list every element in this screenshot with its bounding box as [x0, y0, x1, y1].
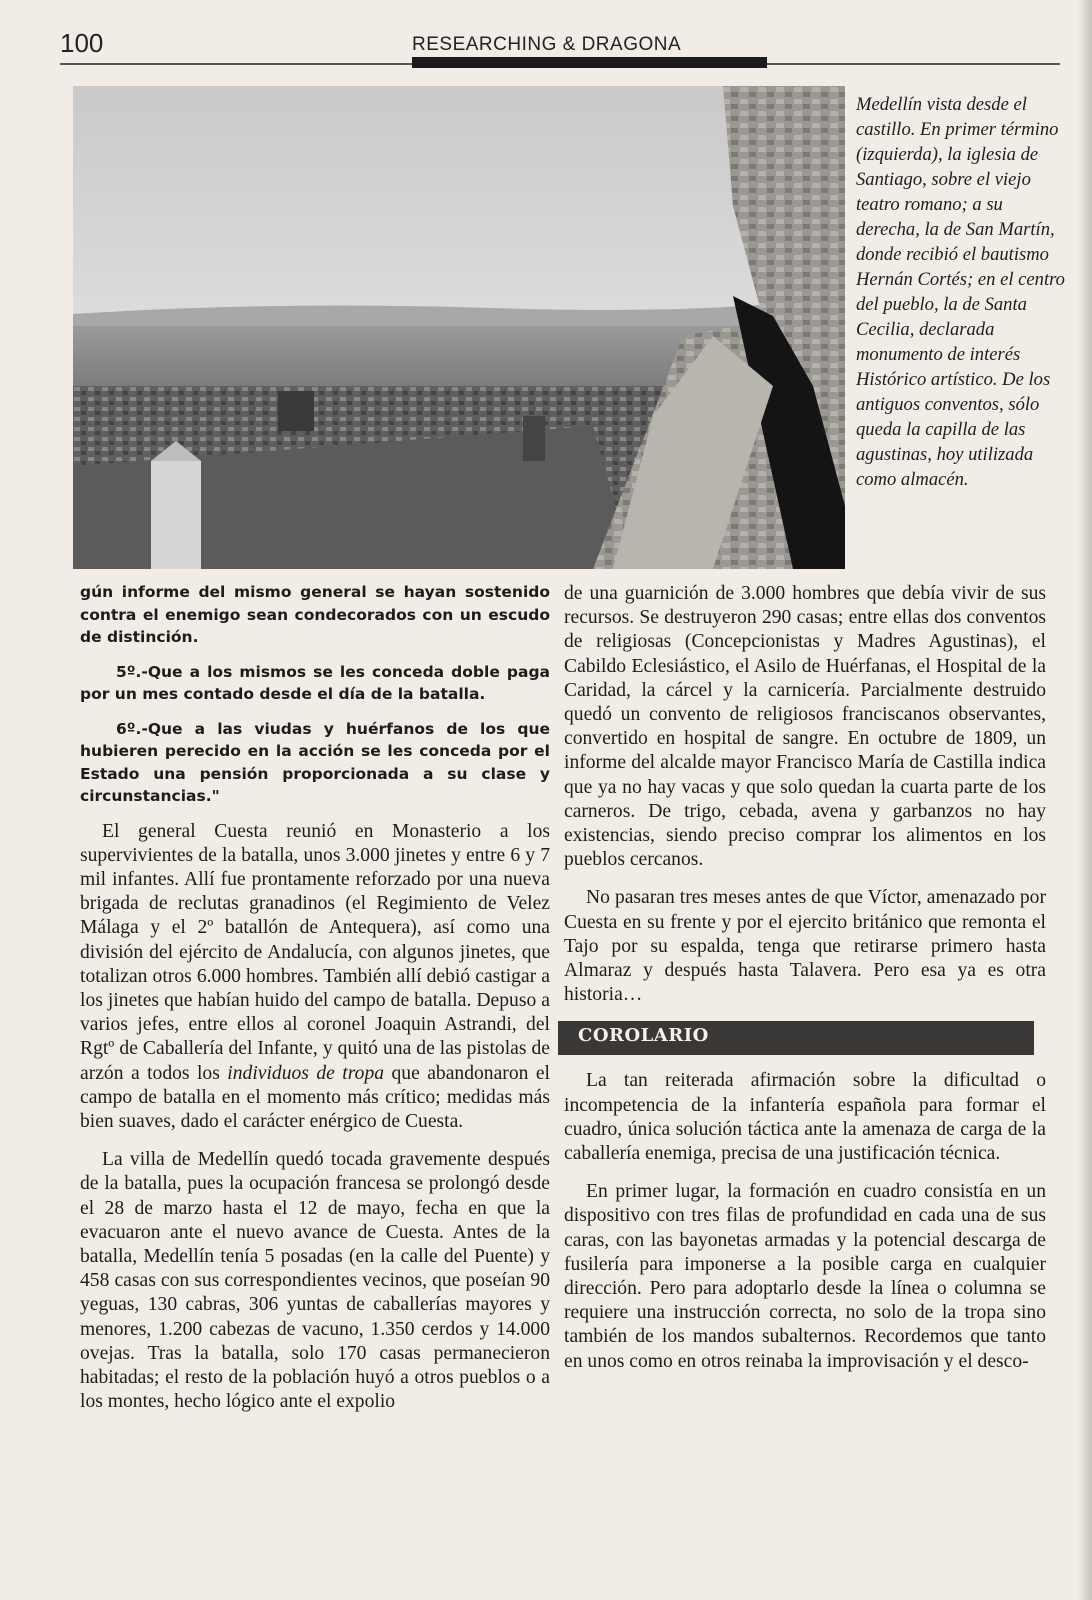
decree-item-5: 5º.-Que a los mismos se les conceda doble paga por un mes contado desde el día de la batalla. — [80, 662, 550, 703]
landscape-photo — [73, 86, 845, 569]
emphasis-text: individuos de tropa — [227, 1062, 385, 1084]
photo-caption — [856, 92, 1070, 492]
decree-item-6: 6º.-Que a las viudas y huérfanos de los que hubieren perecido en la acción se les conceda por el Estado una pensión proporcionada a su clase y circunstancias." — [80, 719, 550, 805]
paragraph-text: El general Cuesta reunió en Monasterio a los supervivientes de la batalla, unos 3.000 jinetes y entre 6 y 7 mil infantes. Allí fue prontamente reforzado por una nueva brigada de reclutas granadinos (el Regimiento de Velez Málaga y el 2º batallón de Antequera), así como una división del ejército de Andalucía, con algunos jinetes, que totalizan otros 6.000 hombres. También allí debió castigar a los jinetes que habían huido del campo de batalla. Depuso a varios jefes, entre ellos al coronel Joaquin Astrandi, del Rgtº de Caballería del Infante, y quitó una de las pistolas de arzón a todos los — [80, 820, 550, 1084]
paragraph-corolario-intro: La tan reiterada afirmación sobre la dificultad o incompetencia de la infantería española para formar el cuadro, única solución táctica ante la amenaza de carga de la caballería enemiga, precisa de una justificación técnica. — [564, 1070, 1046, 1165]
photo-illustration — [73, 86, 845, 569]
caption-text: Medellín vista desde el castillo. En primer término (izquierda), la iglesia de Santiago, sobre el viejo teatro romano; a su derecha, la de San Martín, donde recibió el bautismo Hernán Cortés; en el centro del pueblo, la de Santa Cecilia, declarada monumento de interés Histórico artístico. De los antiguos conventos, sólo queda la capilla de las agustinas, hoy utilizada como almacén. — [856, 94, 1065, 490]
section-title: COROLARIO — [578, 1025, 709, 1047]
paragraph-medellin-occupation: La villa de Medellín quedó tocada gravemente después de la batalla, pues la ocupación francesa se prolongó desde el 28 de marzo hasta el 12 de mayo, fecha en que la evacuaron ante el nuevo avance de Cuesta. Antes de la batalla, Medellín tenía 5 posadas (en la calle del Puente) y 458 casas con sus correspondientes vecinos, que poseían 90 yeguas, 130 cabras, 306 yuntas de caballerías mayores y menores, 1.200 cabezas de vacuno, 1.350 cerdos y 14.000 ovejas. Tras la batalla, solo 170 casas permanecieron habitadas; el resto de la población huyó a otros pueblos o a los montes, hecho lógico ante el expolio — [80, 1149, 550, 1413]
decree-item-4-end: gún informe del mismo general se hayan sostenido contra el enemigo sean condecorados con un escudo de distinción. — [80, 583, 550, 646]
page-header — [60, 26, 1060, 76]
running-head: RESEARCHING & DRAGONA — [412, 34, 682, 55]
paragraph-destruction: de una guarnición de 3.000 hombres que debía vivir de sus recursos. Se destruyeron 290 casas; entre ellas dos conventos de religiosas (Concepcionistas y Madres Agustinas), el Cabildo Eclesiástico, el Asilo de Huérfanas, el Hospital de la Caridad, la cárcel y la carnicería. Parcialmente destruido quedó un convento de religiosos franciscanos observantes, convertido en hospital de sangre. En octubre de 1809, un informe del alcalde mayor Francisco María de Castilla indica que ya no hay vacas y que solo quedan la cuarta parte de los carneros. De trigo, cebada, avena y garbanzos no hay existencias, siendo preciso comprar los alimentos en los pueblos cercanos. — [564, 583, 1046, 871]
header-bar — [412, 57, 767, 68]
paragraph-text: que abandonaron el campo de batalla en el momento más crítico; medidas más bien suaves, dado el carácter enérgico de Cuesta. — [80, 1062, 550, 1132]
section-heading-corolario — [558, 1021, 1034, 1055]
left-column — [80, 581, 550, 1428]
right-column — [564, 582, 1046, 1388]
paragraph-square-formation: En primer lugar, la formación en cuadro consistía en un dispositivo con tres filas de profundidad en cada una de sus caras, con las bayonetas armadas y la potencial descarga de fusilería para imponerse a la posible carga en cualquier dirección. Pero para adoptarlo desde la línea o columna se requiere una instrucción correcta, no solo de la tropa sino también de los mandos subalternos. Recordemos que tanto en unos como en otros reinaba la improvisación y el desco- — [564, 1181, 1046, 1372]
paragraph-cuesta-monasterio — [80, 820, 550, 1135]
page-number: 100 — [60, 28, 104, 58]
paragraph-victor-retreat: No pasaran tres meses antes de que Víctor, amenazado por Cuesta en su frente y por el ejercito británico que remonta el Tajo por su espalda, tenga que retirarse primero hasta Almaraz y después hasta Talavera. Pero esa ya es otra historia… — [564, 887, 1046, 1006]
page-edge-shadow — [1078, 0, 1092, 1600]
